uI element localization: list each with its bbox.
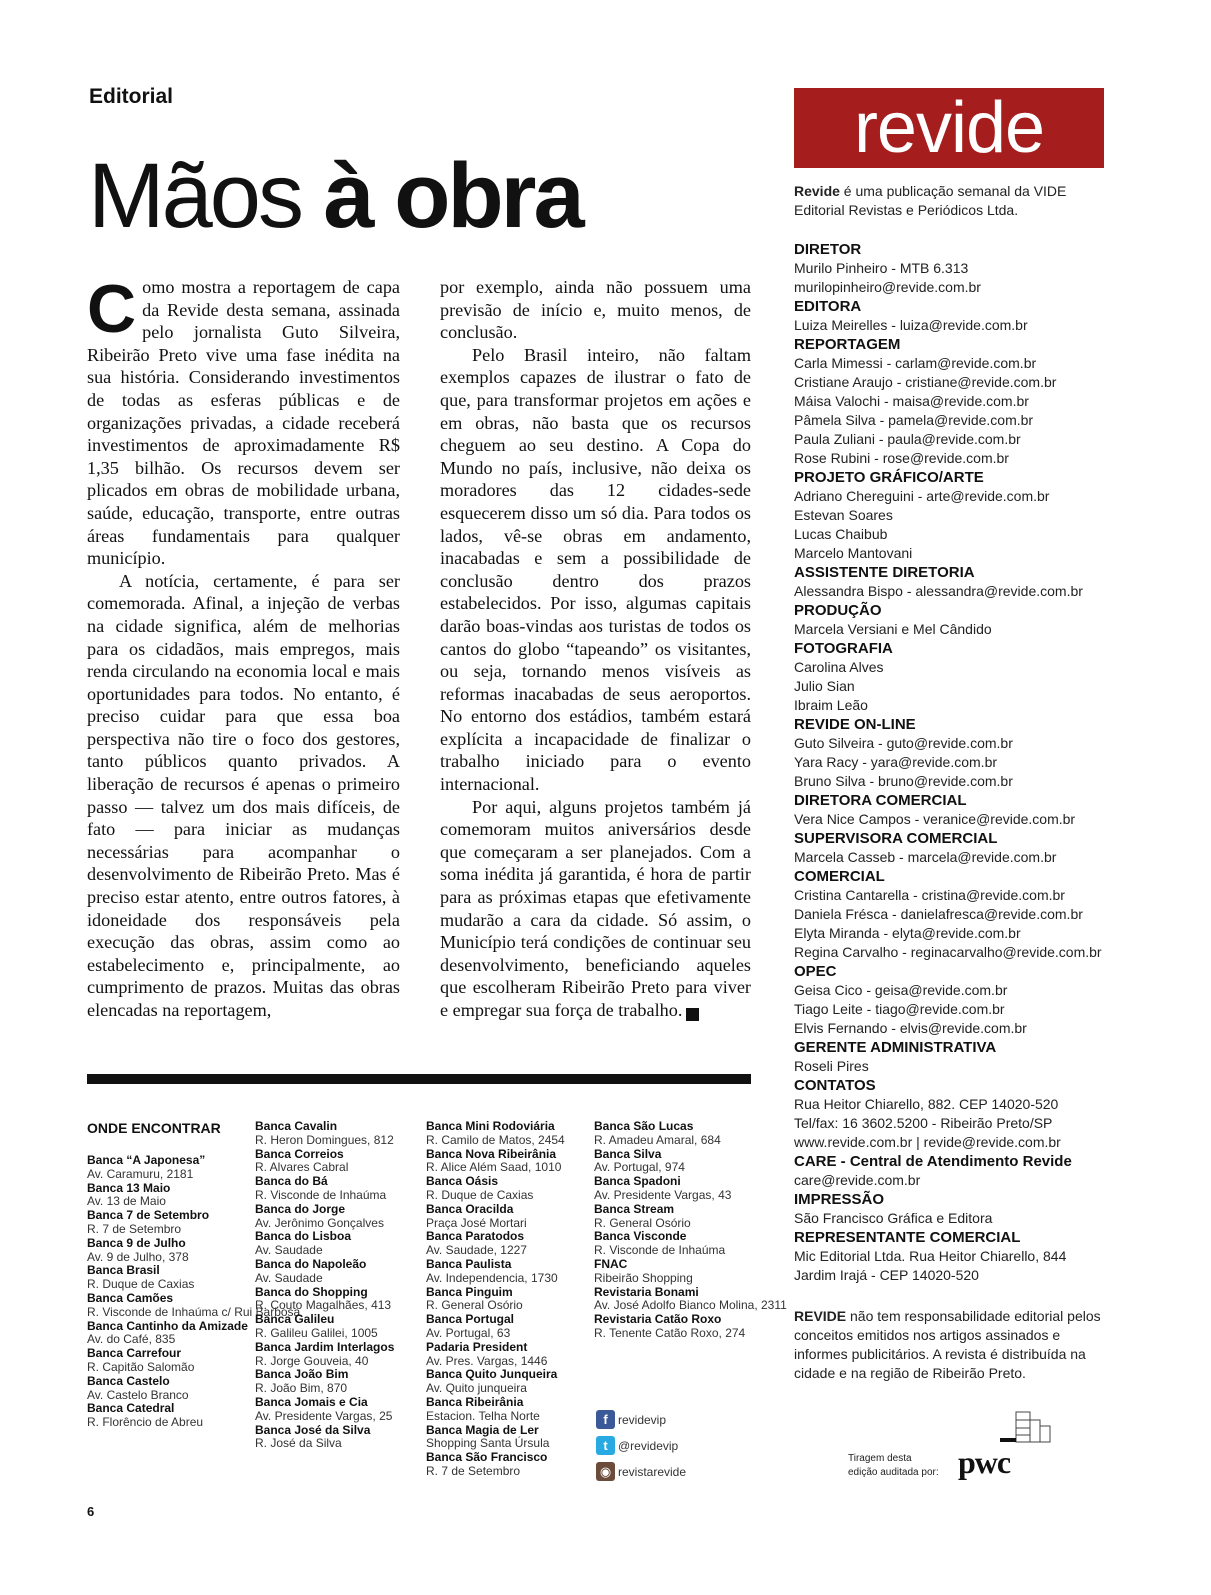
directory-entry: [255, 1313, 394, 1341]
pwc-logo: pwc: [958, 1444, 1011, 1480]
masthead-line: Cristina Cantarella - cristina@revide.com.br: [794, 887, 1065, 903]
newsstand-address: R. Camilo de Matos, 2454: [426, 1132, 565, 1147]
masthead-line: Yara Racy - yara@revide.com.br: [794, 754, 998, 770]
newsstand-name: Banca 7 de Setembro: [87, 1208, 210, 1223]
masthead-section-title: DIRETOR: [794, 241, 862, 258]
newsstand-address: Shopping Santa Úrsula: [426, 1436, 550, 1451]
revide-logo: revide: [794, 88, 1104, 168]
pubdesc-brand: Revide: [794, 183, 840, 199]
masthead-line: www.revide.com.br | revide@revide.com.br: [794, 1134, 1061, 1150]
newsstand-address: R. Galileu Galilei, 1005: [255, 1325, 378, 1340]
newsstand-address: R. Amadeu Amaral, 684: [594, 1132, 721, 1147]
masthead-line: Marcelo Mantovani: [794, 545, 913, 561]
masthead-line: care@revide.com.br: [794, 1172, 921, 1188]
masthead-line: Murilo Pinheiro - MTB 6.313: [794, 260, 969, 276]
newsstand-address: Ribeirão Shopping: [594, 1270, 693, 1285]
newsstand-address: R. Alice Além Saad, 1010: [426, 1160, 562, 1175]
newsstand-address: Av. 13 de Maio: [87, 1194, 166, 1209]
newsstand-address: Av. Portugal, 974: [594, 1160, 685, 1175]
masthead-section-title: DIRETORA COMERCIAL: [794, 792, 967, 809]
social-facebook[interactable]: [596, 1410, 666, 1429]
masthead-line: Marcela Casseb - marcela@revide.com.br: [794, 849, 1057, 865]
directory-entry: [426, 1230, 565, 1258]
newsstand-address: Av. Castelo Branco: [87, 1387, 189, 1402]
newsstand-address: Av. Quito junqueira: [426, 1381, 527, 1396]
headline-light: Mãos: [88, 145, 301, 247]
newsstand-name: Banca do Bá: [255, 1174, 328, 1189]
masthead-section-title: CARE - Central de Atendimento Revide: [794, 1153, 1072, 1170]
newsstand-name: Banca Cantinho da Amizade: [87, 1318, 248, 1333]
masthead-line: Jardim Irajá - CEP 14020-520: [794, 1267, 979, 1283]
newsstand-name: Banca Portugal: [426, 1312, 515, 1327]
directory-entry: [426, 1203, 565, 1231]
newsstand-name: Banca do Lisboa: [255, 1229, 352, 1244]
masthead-section-title: SUPERVISORA COMERCIAL: [794, 830, 998, 847]
paragraph-text: Por aqui, alguns projetos também já comemoram muitos aniversários desde que começaram a ser planejados. Com a soma inédita já garantida, é hora de partir para as próximas etapas que efetivamente mudarão a cara da cidade. Só assim, o Município terá condições de continuar seu desenvolvimento, beneficiando aqueles que escolheram Ribeirão Preto para viver e empregar sua força de trabalho.: [440, 796, 751, 1020]
masthead-line: Carolina Alves: [794, 659, 884, 675]
newsstand-name: Banca Oracilda: [426, 1201, 514, 1216]
social-twitter[interactable]: [596, 1436, 678, 1455]
newsstand-address: R. Heron Domingues, 812: [255, 1132, 394, 1147]
newsstand-name: Banca Ribeirânia: [426, 1394, 524, 1409]
newsstand-name: Banca João Bim: [255, 1367, 349, 1382]
masthead-line: murilopinheiro@revide.com.br: [794, 279, 981, 295]
masthead-line: Rua Heitor Chiarello, 882. CEP 14020-520: [794, 1096, 1059, 1112]
newsstand-name: Banca Correios: [255, 1146, 344, 1161]
disclaimer-text: não tem responsabilidade editorial pelos conceitos emitidos nos artigos assinados e informes publicitários. A revista é distribuída na cidade e na região de Ribeirão Preto.: [794, 1308, 1101, 1381]
newsstand-name: Banca Magia de Ler: [426, 1422, 539, 1437]
onde-encontrar-column-4: [594, 1120, 787, 1341]
masthead-section-title: GERENTE ADMINISTRATIVA: [794, 1039, 997, 1056]
newsstand-address: Av. 9 de Julho, 378: [87, 1249, 189, 1264]
onde-encontrar-column-3: [426, 1120, 565, 1479]
directory-entry: [426, 1148, 565, 1176]
masthead-section-title: REVIDE ON-LINE: [794, 716, 916, 733]
masthead-line: Regina Carvalho - reginacarvalho@revide.com.br: [794, 944, 1102, 960]
masthead-section-title: ASSISTENTE DIRETORIA: [794, 564, 975, 581]
newsstand-name: FNAC: [594, 1256, 628, 1271]
newsstand-address: R. Alvares Cabral: [255, 1160, 349, 1175]
masthead-section-title: PRODUÇÃO: [794, 602, 882, 619]
newsstand-name: Banca Paratodos: [426, 1229, 525, 1244]
newsstand-address: Av. Jerônimo Gonçalves: [255, 1215, 384, 1230]
newsstand-address: Praça José Mortari: [426, 1215, 527, 1230]
directory-entry: [594, 1230, 787, 1258]
masthead-line: Rose Rubini - rose@revide.com.br: [794, 450, 1009, 466]
directory-entry: [426, 1368, 565, 1396]
publication-description: [794, 182, 1104, 220]
newsstand-address: R. General Osório: [594, 1215, 691, 1230]
masthead-line: Paula Zuliani - paula@revide.com.br: [794, 431, 1021, 447]
newsstand-address: R. General Osório: [426, 1298, 523, 1313]
directory-entry: [594, 1313, 787, 1341]
newsstand-address: Av. Saudade: [255, 1270, 323, 1285]
end-mark-icon: r: [686, 1008, 699, 1021]
social-handle: @revidevip: [618, 1438, 679, 1453]
newsstand-name: Banca do Shopping: [255, 1284, 368, 1299]
masthead-line: Estevan Soares: [794, 507, 893, 523]
masthead-section-title: FOTOGRAFIA: [794, 640, 893, 657]
directory-entry: [426, 1396, 565, 1424]
headline-bold: à obra: [323, 145, 582, 247]
newsstand-address: Av. Pres. Vargas, 1446: [426, 1353, 548, 1368]
newsstand-name: Banca 9 de Julho: [87, 1235, 186, 1250]
newsstand-address: Av. Saudade: [255, 1243, 323, 1258]
newsstand-name: Banca Quito Junqueira: [426, 1367, 558, 1382]
directory-entry: [426, 1313, 565, 1341]
social-handle: revidevip: [618, 1412, 667, 1427]
disclaimer: [794, 1307, 1104, 1383]
directory-entry: [426, 1120, 565, 1148]
newsstand-address: R. Duque de Caxias: [426, 1187, 534, 1202]
article-column-1: [87, 271, 400, 1022]
directory-entry: [255, 1368, 394, 1396]
newsstand-name: Banca Galileu: [255, 1312, 335, 1327]
social-handle: revistarevide: [618, 1464, 687, 1479]
article-column-2: [440, 276, 751, 1022]
article-paragraph: [87, 271, 400, 570]
newsstand-name: Banca Stream: [594, 1201, 675, 1216]
masthead-line: Tel/fax: 16 3602.5200 - Ribeirão Preto/SP: [794, 1115, 1053, 1131]
directory-entry: [594, 1258, 787, 1286]
newsstand-name: Banca do Napoleão: [255, 1256, 367, 1271]
article-paragraph: A notícia, certamente, é para ser comemorada. Afinal, a injeção de verbas na cidade significa, além de melhorias para os cidadãos, mais empregos, mais renda circulando na economia local e mais oportunidades para todos. No entanto, é preciso cuidar para que essa boa perspectiva não tire o foco dos gestores, tanto públicos quanto privados. A liberação de recursos é apenas o primeiro passo — talvez um dos mais difíceis, de fato — para iniciar as mudanças necessárias para acompanhar o desenvolvimento de Ribeirão Preto. Mas é preciso estar atento, entre outros fatores, à idoneidade dos responsáveis pela execução das obras, assim como ao estabelecimento e, principalmente, ao cumprimento de prazos. Muitas das obras elencadas na reportagem,: [87, 570, 400, 1020]
masthead-line: Máisa Valochi - maisa@revide.com.br: [794, 393, 1029, 409]
masthead-section-title: OPEC: [794, 963, 837, 980]
masthead-line: Tiago Leite - tiago@revide.com.br: [794, 1001, 1005, 1017]
newsstand-name: Banca Paulista: [426, 1256, 512, 1271]
masthead-line: Carla Mimessi - carlam@revide.com.br: [794, 355, 1037, 371]
newsstand-address: R. Visconde de Inhaúma: [594, 1243, 726, 1258]
facebook-icon: f: [596, 1410, 615, 1429]
onde-encontrar-header: ONDE ENCONTRAR: [87, 1120, 221, 1136]
masthead-line: Adriano Chereguini - arte@revide.com.br: [794, 488, 1050, 504]
newsstand-name: Banca 13 Maio: [87, 1180, 171, 1195]
newsstand-address: Av. Presidente Vargas, 25: [255, 1408, 393, 1423]
newsstand-address: Av. do Café, 835: [87, 1332, 176, 1347]
masthead-line: Geisa Cico - geisa@revide.com.br: [794, 982, 1008, 998]
masthead-section-title: PROJETO GRÁFICO/ARTE: [794, 469, 984, 486]
directory-entry: [426, 1286, 565, 1314]
masthead-line: Elyta Miranda - elyta@revide.com.br: [794, 925, 1021, 941]
masthead-line: Mic Editorial Ltda. Rua Heitor Chiarello, 844: [794, 1248, 1067, 1264]
onde-encontrar-column-2: [255, 1120, 394, 1451]
masthead-line: Elvis Fernando - elvis@revide.com.br: [794, 1020, 1027, 1036]
directory-entry: [594, 1175, 787, 1203]
masthead-section-title: COMERCIAL: [794, 868, 885, 885]
newsstand-name: Revistaria Catão Roxo: [594, 1312, 722, 1327]
newsstand-name: Banca Catedral: [87, 1401, 175, 1416]
audit-line-2: edição auditada por:: [848, 1467, 939, 1478]
masthead-line: Bruno Silva - bruno@revide.com.br: [794, 773, 1013, 789]
newsstand-name: Banca Mini Rodoviária: [426, 1119, 555, 1133]
newsstand-name: Banca Nova Ribeirânia: [426, 1146, 557, 1161]
paragraph-text: omo mostra a reportagem de capa da Revide desta semana, assinada pelo jornalista Guto Silveira, Ribeirão Preto vive uma fase inédita na sua história. Considerando investimentos de todas as esferas públicas e de organizações privadas, a cidade receberá investimentos de aproximadamente R$ 1,35 bilhão. Os recursos devem ser plicados em obras de mobilidade urbana, saúde, educação, transporte, entre outras áreas fundamentais para qualquer município.: [87, 277, 400, 569]
headline: [88, 145, 582, 247]
newsstand-name: Banca Visconde: [594, 1229, 687, 1244]
newsstand-address: R. Duque de Caxias: [87, 1277, 195, 1292]
article-paragraph: Pelo Brasil inteiro, não faltam exemplos capazes de ilustrar o fato de que, para transformar projetos em ações e em obras, não basta que os recursos cheguem ao seu destino. A Copa do Mundo no país, inclusive, não deixa os moradores das 12 cidades-sede esquecerem disso um só dia. Para todos os lados, vê-se obras em andamento, inacabadas e sem a possibilidade de conclusão dentro dos prazos estabelecidos. Por isso, algumas capitais darão boas-vindas aos turistas de todos os cantos do globo “tapeando” os visitantes, ou seja, tornando menos visíveis as reformas inacabadas de seus aeroportos. No entorno dos estádios, também estará explícita a incapacidade de finalizar o trabalho iniciado para o evento internacional.: [440, 344, 751, 795]
newsstand-address: R. Florêncio de Abreu: [87, 1415, 204, 1430]
directory-entry: [426, 1341, 565, 1369]
audit-line-1: Tiragem desta: [848, 1453, 912, 1464]
newsstand-name: Banca Brasil: [87, 1263, 160, 1278]
newsstand-address: R. 7 de Setembro: [87, 1221, 182, 1236]
newsstand-name: Banca “A Japonesa”: [87, 1153, 206, 1167]
audit-note: [848, 1452, 939, 1480]
directory-entry: [255, 1120, 394, 1148]
newsstand-name: Banca São Francisco: [426, 1450, 548, 1465]
directory-entry: [426, 1451, 565, 1479]
newsstand-address: Av. Presidente Vargas, 43: [594, 1187, 732, 1202]
directory-entry: [594, 1148, 787, 1176]
newsstand-address: R. Visconde de Inhaúma: [255, 1187, 387, 1202]
section-kicker: Editorial: [89, 85, 174, 108]
page-number: 6: [87, 1504, 95, 1519]
newsstand-address: R. Couto Magalhães, 413: [255, 1298, 392, 1313]
newsstand-address: Av. Caramuru, 2181: [87, 1166, 194, 1181]
directory-entry: [594, 1286, 787, 1314]
masthead: [794, 240, 1114, 1285]
newsstand-address: Av. Portugal, 63: [426, 1325, 511, 1340]
masthead-section-title: REPORTAGEM: [794, 336, 901, 353]
newsstand-name: Banca do Jorge: [255, 1201, 346, 1216]
section-divider: [87, 1074, 751, 1084]
directory-entry: [426, 1175, 565, 1203]
twitter-icon: t: [596, 1436, 615, 1455]
newsstand-address: R. Capitão Salomão: [87, 1359, 195, 1374]
directory-entry: [255, 1341, 394, 1369]
directory-entry: [255, 1148, 394, 1176]
directory-entry: [255, 1258, 394, 1286]
newsstand-name: Banca Cavalin: [255, 1119, 338, 1133]
masthead-line: Julio Sian: [794, 678, 855, 694]
newsstand-address: Estacion. Telha Norte: [426, 1408, 540, 1423]
directory-entry: [255, 1203, 394, 1231]
directory-entry: [255, 1286, 394, 1314]
newsstand-address: Av. Independencia, 1730: [426, 1270, 558, 1285]
directory-entry: [255, 1424, 394, 1452]
masthead-line: Vera Nice Campos - veranice@revide.com.br: [794, 811, 1076, 827]
newsstand-name: Banca Oásis: [426, 1174, 499, 1189]
newsstand-address: R. João Bim, 870: [255, 1381, 348, 1396]
instagram-icon: ◉: [596, 1462, 615, 1481]
directory-entry: [426, 1258, 565, 1286]
masthead-section-title: EDITORA: [794, 298, 862, 315]
directory-entry: [594, 1120, 787, 1148]
article-paragraph: por exemplo, ainda não possuem uma previsão de início e, muito menos, de conclusão.: [440, 277, 751, 343]
newsstand-name: Banca Spadoni: [594, 1174, 681, 1189]
newsstand-name: Banca São Lucas: [594, 1119, 694, 1133]
masthead-line: Guto Silveira - guto@revide.com.br: [794, 735, 1013, 751]
newsstand-address: R. José da Silva: [255, 1436, 342, 1451]
masthead-line: Pâmela Silva - pamela@revide.com.br: [794, 412, 1034, 428]
directory-entry: [255, 1396, 394, 1424]
newsstand-name: Banca Silva: [594, 1146, 662, 1161]
masthead-line: Marcela Versiani e Mel Cândido: [794, 621, 992, 637]
newsstand-name: Banca Pinguim: [426, 1284, 513, 1299]
newsstand-name: Banca Camões: [87, 1290, 174, 1305]
pwc-logo-mark-icon: [1000, 1410, 1052, 1444]
newsstand-name: Revistaria Bonami: [594, 1284, 699, 1299]
masthead-line: Lucas Chaibub: [794, 526, 888, 542]
masthead-section-title: CONTATOS: [794, 1077, 876, 1094]
directory-entry: [255, 1175, 394, 1203]
newsstand-name: Banca Carrefour: [87, 1346, 182, 1361]
directory-entry: [426, 1424, 565, 1452]
pubdesc-text: é uma publicação semanal da VIDE Editorial Revistas e Periódicos Ltda.: [794, 183, 1067, 218]
masthead-section-title: IMPRESSÃO: [794, 1191, 885, 1208]
directory-entry: [255, 1230, 394, 1258]
masthead-line: Luiza Meirelles - luiza@revide.com.br: [794, 317, 1028, 333]
directory-entry: [594, 1203, 787, 1231]
newsstand-address: R. Visconde de Inhaúma c/ Rui Barbosa: [87, 1304, 301, 1319]
newsstand-address: Av. Saudade, 1227: [426, 1243, 527, 1258]
masthead-line: Roseli Pires: [794, 1058, 869, 1074]
masthead-section-title: REPRESENTANTE COMERCIAL: [794, 1229, 1021, 1246]
newsstand-name: Banca Jomais e Cia: [255, 1394, 368, 1409]
newsstand-address: R. Tenente Catão Roxo, 274: [594, 1325, 746, 1340]
disclaimer-brand: REVIDE: [794, 1308, 847, 1324]
newsstand-name: Padaria President: [426, 1339, 528, 1354]
dropcap: C: [87, 271, 137, 347]
newsstand-address: Av. José Adolfo Bianco Molina, 2311: [594, 1298, 787, 1313]
newsstand-address: R. 7 de Setembro: [426, 1463, 521, 1478]
social-instagram[interactable]: [596, 1462, 686, 1481]
newsstand-address: R. Jorge Gouveia, 40: [255, 1353, 369, 1368]
newsstand-name: Banca Castelo: [87, 1373, 170, 1388]
masthead-line: Cristiane Araujo - cristiane@revide.com.br: [794, 374, 1057, 390]
masthead-line: Ibraim Leão: [794, 697, 868, 713]
article-paragraph: [440, 796, 751, 1022]
masthead-line: Alessandra Bispo - alessandra@revide.com.br: [794, 583, 1083, 599]
newsstand-name: Banca José da Silva: [255, 1422, 371, 1437]
masthead-line: Daniela Frésca - danielafresca@revide.com.br: [794, 906, 1083, 922]
masthead-line: São Francisco Gráfica e Editora: [794, 1210, 993, 1226]
newsstand-name: Banca Jardim Interlagos: [255, 1339, 395, 1354]
